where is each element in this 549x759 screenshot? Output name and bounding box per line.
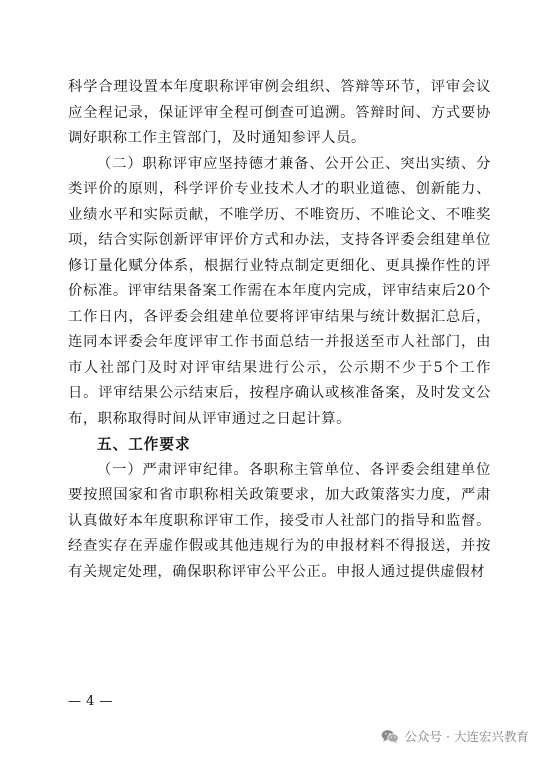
watermark-separator: · (446, 728, 450, 744)
paragraph-review-discipline: （一）严肃评审纪律。各职称主管单位、各评委会组建单位要按照国家和省市职称相关政策要求，加大政策落实力度，严肃认真做好本年度职称评审工作，接受市人社部门的指导和监督。经查实存在弄虚作假或其他违规行为的申报材料不得报送，并按有关规定处理，确保职称评审公平公正。申报人通过提供虚假材 (68, 461, 491, 580)
paragraph-review-meeting: 科学合理设置本年度职称评审例会组织、答辩等环节，评审会议应全程记录，保证评审全程可倒查可追溯。答辩时间、方式要协调好职称工作主管部门，及时通知参评人员。 (68, 79, 491, 146)
section-heading-work-requirements: 五、工作要求 (97, 436, 191, 453)
page-number: — 4 — (68, 694, 114, 709)
paragraph-review-principles: （二）职称评审应坚持德才兼备、公开公正、突出实绩、分类评价的原则，科学评价专业技术人才的职业道德、创新能力、业绩水平和实际贡献，不唯学历、不唯资历、不唯论文、不唯奖项，结合实际创新评审评价方式和办法，支持各评委会组建单位修订量化赋分体系，根据行业特点制定更细化、更具操作性的评价标准。评审结果备案工作需在本年度内完成，评审结束后20个工作日内，各评委会组建单位要将评审结果与统计数据汇总后，连同本评委会年度评审工作书面总结一并报送至市人社部门，由市人社部门及时对评审结果进行公示，公示期不少于5个工作日。评审结果公示结束后，按程序确认或核准备案，及时发文公布，职称取得时间从评审通过之日起计算。 (68, 155, 491, 427)
watermark-account: 大连宏兴教育 (453, 729, 529, 744)
document-body (68, 75, 491, 585)
wechat-watermark (381, 727, 529, 745)
watermark-label: 公众号 (404, 729, 442, 744)
wechat-icon (381, 729, 399, 744)
